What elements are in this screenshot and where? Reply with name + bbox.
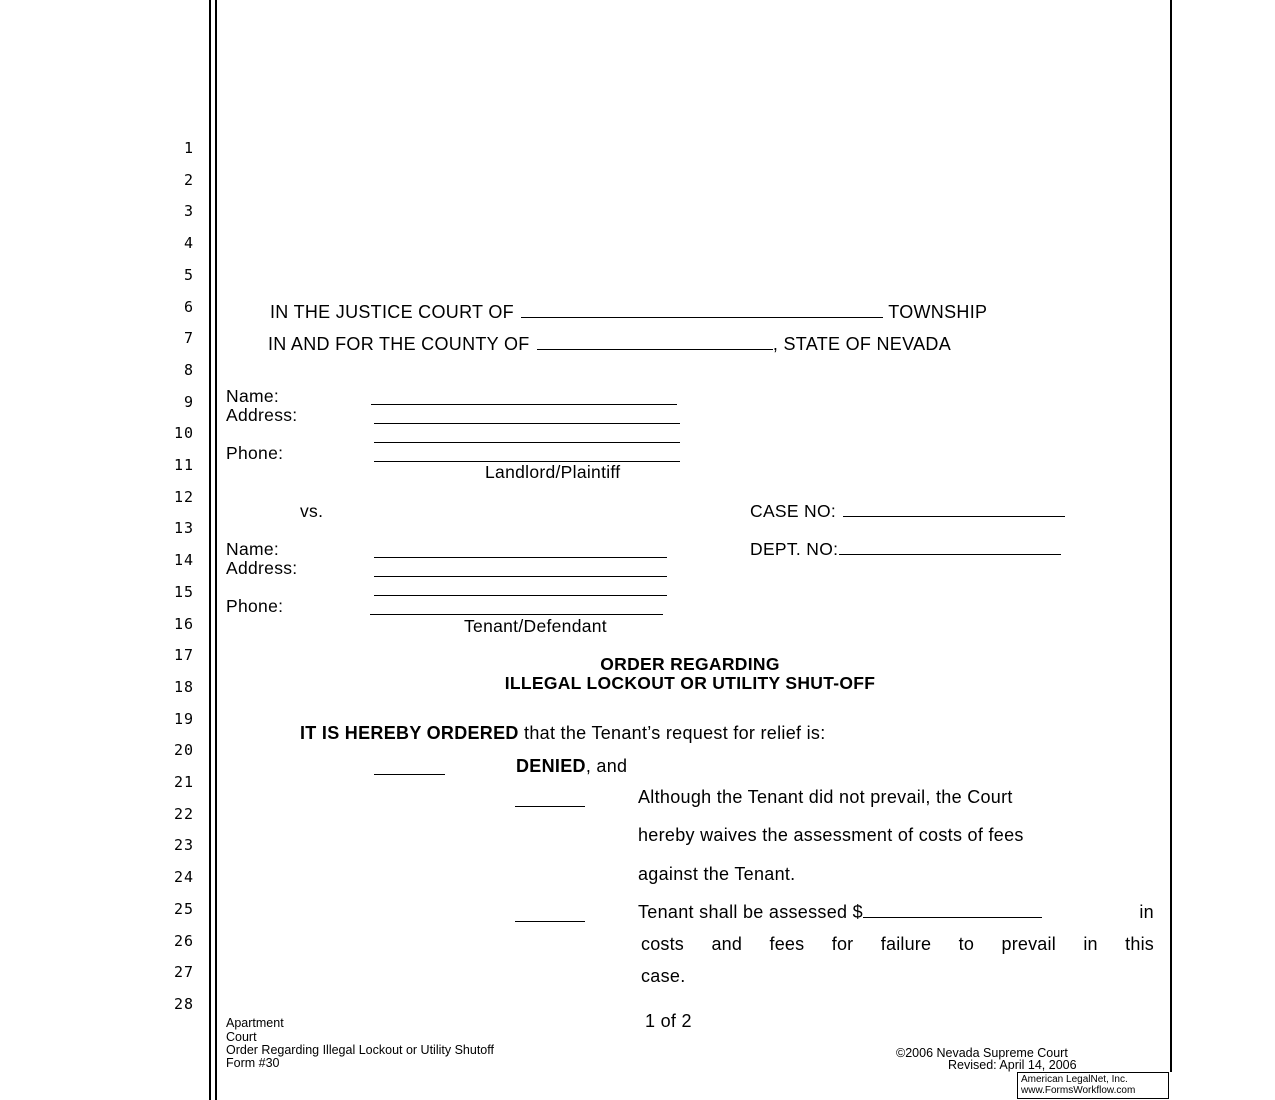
- case-number-blank[interactable]: [843, 515, 1065, 517]
- option-assess-line-3: case.: [641, 966, 686, 986]
- option-waive-line-3: against the Tenant.: [638, 864, 796, 884]
- line-number: 14: [173, 551, 194, 570]
- dept-number-blank[interactable]: [839, 553, 1061, 555]
- footer-left-line-4: Form #30: [226, 1056, 280, 1070]
- line-number: 17: [173, 646, 194, 665]
- order-lead-bold: IT IS HEREBY ORDERED: [300, 723, 519, 743]
- court-caption-line: [270, 302, 987, 323]
- line-number: 20: [173, 741, 194, 760]
- assessed-amount-blank[interactable]: [863, 916, 1042, 918]
- publisher-url: www.FormsWorkflow.com: [1021, 1085, 1136, 1096]
- line-number: 8: [183, 360, 194, 379]
- defendant-address-blank-1[interactable]: [374, 576, 667, 577]
- dept-number-label: DEPT. NO:: [750, 539, 839, 559]
- county-caption-line: [268, 334, 951, 355]
- line-number: 3: [183, 202, 194, 221]
- option-assess-check-blank[interactable]: [515, 921, 585, 922]
- plaintiff-address-blank-2[interactable]: [374, 442, 680, 443]
- plaintiff-address-blank-1[interactable]: [374, 423, 680, 424]
- defendant-address-label: Address:: [226, 558, 298, 578]
- line-number: 9: [183, 392, 194, 411]
- line-number: 13: [173, 519, 194, 538]
- line-number: 6: [183, 297, 194, 316]
- plaintiff-name-blank[interactable]: [371, 404, 677, 405]
- defendant-name-label: Name:: [226, 539, 280, 559]
- case-number-line: [750, 501, 1065, 522]
- revised-date: Revised: April 14, 2006: [948, 1058, 1077, 1072]
- defendant-name-blank[interactable]: [374, 557, 667, 558]
- option-assess-prefix: Tenant shall be assessed $: [638, 902, 863, 922]
- versus-label: vs.: [300, 501, 324, 521]
- case-number-label: CASE NO:: [750, 501, 837, 521]
- page-number: 1 of 2: [645, 1011, 692, 1031]
- denied-line: [516, 756, 627, 777]
- line-number: 10: [173, 424, 194, 443]
- plaintiff-phone-label: Phone:: [226, 443, 284, 463]
- line-number: 16: [173, 614, 194, 633]
- township-blank[interactable]: [521, 316, 883, 318]
- line-number: 15: [173, 582, 194, 601]
- line-number: 27: [173, 963, 194, 982]
- court-suffix: TOWNSHIP: [888, 302, 988, 322]
- publisher-name: American LegalNet, Inc.: [1021, 1074, 1128, 1085]
- denied-bold: DENIED: [516, 756, 586, 776]
- left-margin-rule-inner: [215, 0, 217, 1100]
- defendant-phone-blank[interactable]: [370, 614, 663, 615]
- order-title-line-1: ORDER REGARDING: [600, 654, 780, 674]
- order-lead-rest: that the Tenant’s request for relief is:: [518, 723, 826, 743]
- court-prefix: IN THE JUSTICE COURT OF: [270, 302, 514, 322]
- denied-check-blank[interactable]: [374, 774, 445, 775]
- line-number: 24: [173, 868, 194, 887]
- line-number: 7: [183, 329, 194, 348]
- option-waive-line-2: hereby waives the assessment of costs of fees: [638, 825, 1024, 845]
- county-prefix: IN AND FOR THE COUNTY OF: [268, 334, 530, 354]
- denied-rest: , and: [585, 756, 628, 776]
- line-number: 19: [173, 709, 194, 728]
- line-number: 18: [173, 677, 194, 696]
- line-number: 1: [183, 139, 194, 157]
- footer-left-line-2: Court: [226, 1030, 257, 1044]
- line-number: 22: [173, 804, 194, 823]
- line-number: 12: [173, 487, 194, 506]
- county-suffix: , STATE OF NEVADA: [772, 334, 951, 354]
- defendant-role-label: Tenant/Defendant: [464, 616, 607, 636]
- line-number: 21: [173, 773, 194, 791]
- copyright-notice: ©2006 Nevada Supreme Court: [896, 1046, 1068, 1060]
- right-margin-rule: [1170, 0, 1172, 1072]
- line-number: 11: [173, 456, 194, 474]
- footer-left-line-3: Order Regarding Illegal Lockout or Utility Shutoff: [226, 1043, 494, 1057]
- option-assess-suffix: in: [1139, 902, 1154, 922]
- order-lead-sentence: [300, 723, 826, 744]
- order-title-line-2: ILLEGAL LOCKOUT OR UTILITY SHUT-OFF: [504, 673, 876, 693]
- county-blank[interactable]: [537, 348, 773, 350]
- option-waive-check-blank[interactable]: [515, 806, 585, 807]
- option-assess-line-2: costs and fees for failure to prevail in this: [641, 934, 1154, 954]
- defendant-phone-label: Phone:: [226, 596, 284, 616]
- option-waive-line-1: Although the Tenant did not prevail, the Court: [638, 787, 1013, 807]
- footer-left-line-1: Apartment: [226, 1016, 284, 1030]
- left-margin-rule-outer: [209, 0, 211, 1100]
- defendant-address-blank-2[interactable]: [374, 595, 667, 596]
- line-number: 5: [183, 265, 194, 284]
- plaintiff-address-label: Address:: [226, 405, 298, 425]
- option-assess-line-1: [638, 902, 1154, 923]
- dept-number-line: [750, 539, 1061, 560]
- line-number: 2: [183, 170, 194, 189]
- line-number: 26: [173, 931, 194, 950]
- line-number: 23: [173, 836, 194, 855]
- line-number: 25: [173, 899, 194, 918]
- publisher-stamp: [1017, 1072, 1169, 1099]
- plaintiff-role-label: Landlord/Plaintiff: [485, 462, 621, 482]
- line-number: 4: [183, 234, 194, 253]
- line-number: 28: [173, 994, 194, 1013]
- plaintiff-name-label: Name:: [226, 386, 280, 406]
